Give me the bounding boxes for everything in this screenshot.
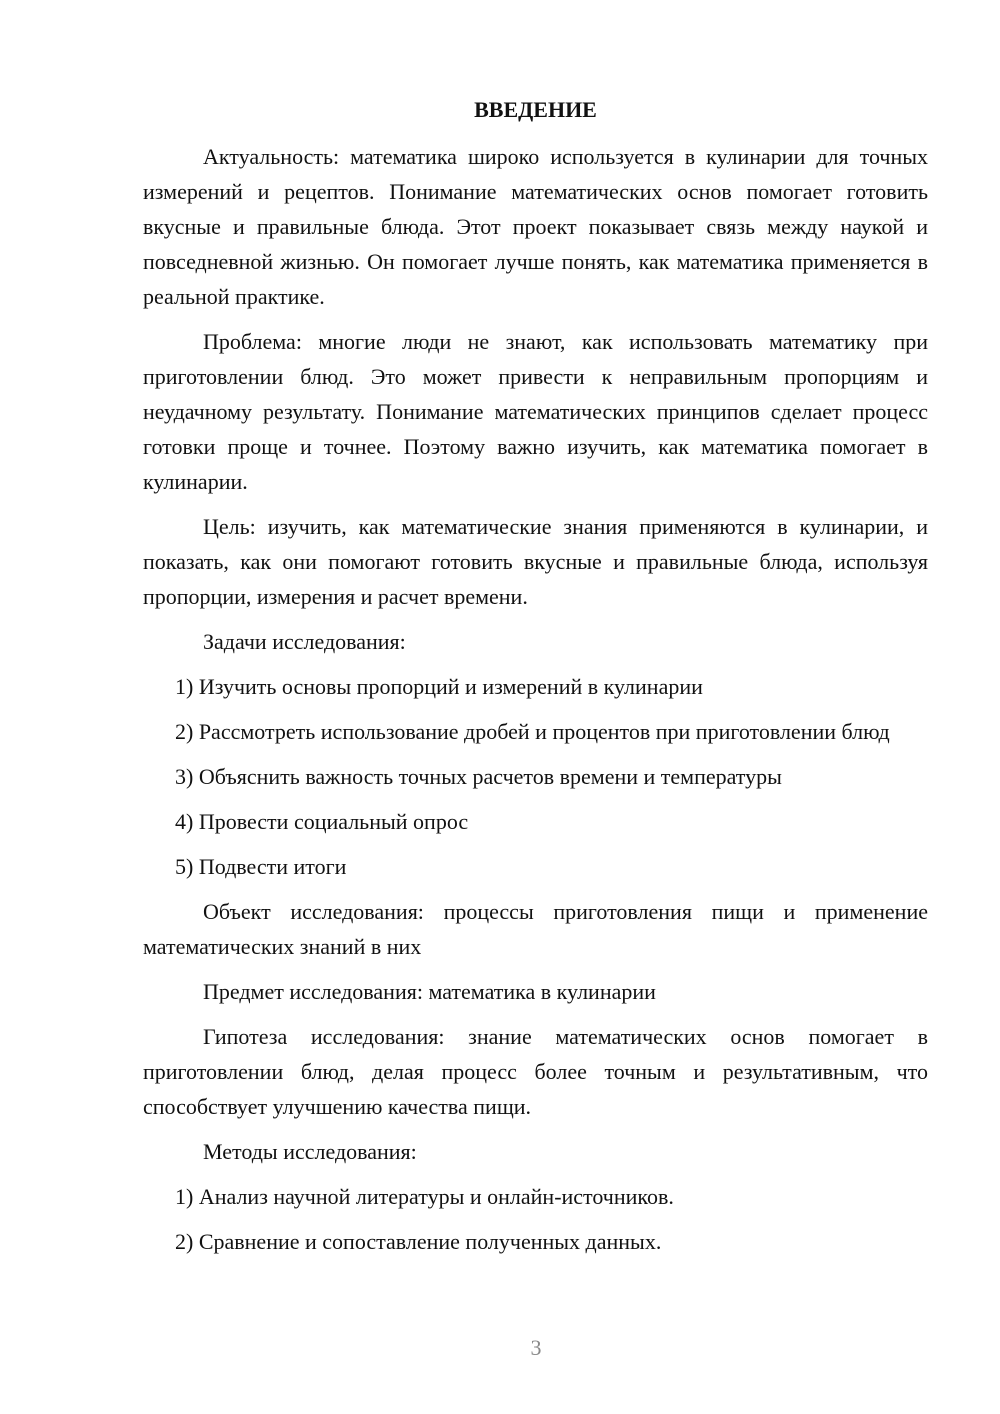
tasks-title: Задачи исследования: [203,629,406,654]
document-page [143,95,928,1269]
methods-title: Методы исследования: [203,1139,417,1164]
subject-paragraph: Предмет исследования: математика в кулинарии [203,979,656,1004]
method-item-2: 2) Сравнение и сопоставление полученных данных. [175,1229,662,1254]
problem-paragraph: Проблема: многие люди не знают, как использовать математику при приготовлении блюд. Это может привести к неправильным пропорциям и неудачному результату. Понимание математических принципов сделает процесс готовки проще и точнее. Поэтому важно изучить, как математика помогает в кулинарии. [143,329,928,494]
goal-paragraph: Цель: изучить, как математические знания применяются в кулинарии, и показать, как они помогают готовить вкусные и правильные блюда, используя пропорции, измерения и расчет времени. [143,514,928,609]
object-paragraph: Объект исследования: процессы приготовления пищи и применение математических знаний в них [143,899,928,959]
method-item-1: 1) Анализ научной литературы и онлайн-источников. [175,1184,674,1209]
relevance-paragraph: Актуальность: математика широко используется в кулинарии для точных измерений и рецептов. Понимание математических основ помогает готовить вкусные и правильные блюда. Этот проект показывает связь между наукой и повседневной жизнью. Он помогает лучше понять, как математика применяется в реальной практике. [143,144,928,309]
task-item-1: 1) Изучить основы пропорций и измерений в кулинарии [175,674,703,699]
task-item-2: 2) Рассмотреть использование дробей и процентов при приготовлении блюд [175,719,890,744]
section-heading: ВВЕДЕНИЕ [474,97,597,122]
task-item-5: 5) Подвести итоги [175,854,347,879]
hypothesis-paragraph: Гипотеза исследования: знание математических основ помогает в приготовлении блюд, делая процесс более точным и результативным, что способствует улучшению качества пищи. [143,1024,928,1119]
page-number: 3 [530,1335,542,1360]
task-item-3: 3) Объяснить важность точных расчетов времени и температуры [175,764,782,789]
task-item-4: 4) Провести социальный опрос [175,809,469,834]
